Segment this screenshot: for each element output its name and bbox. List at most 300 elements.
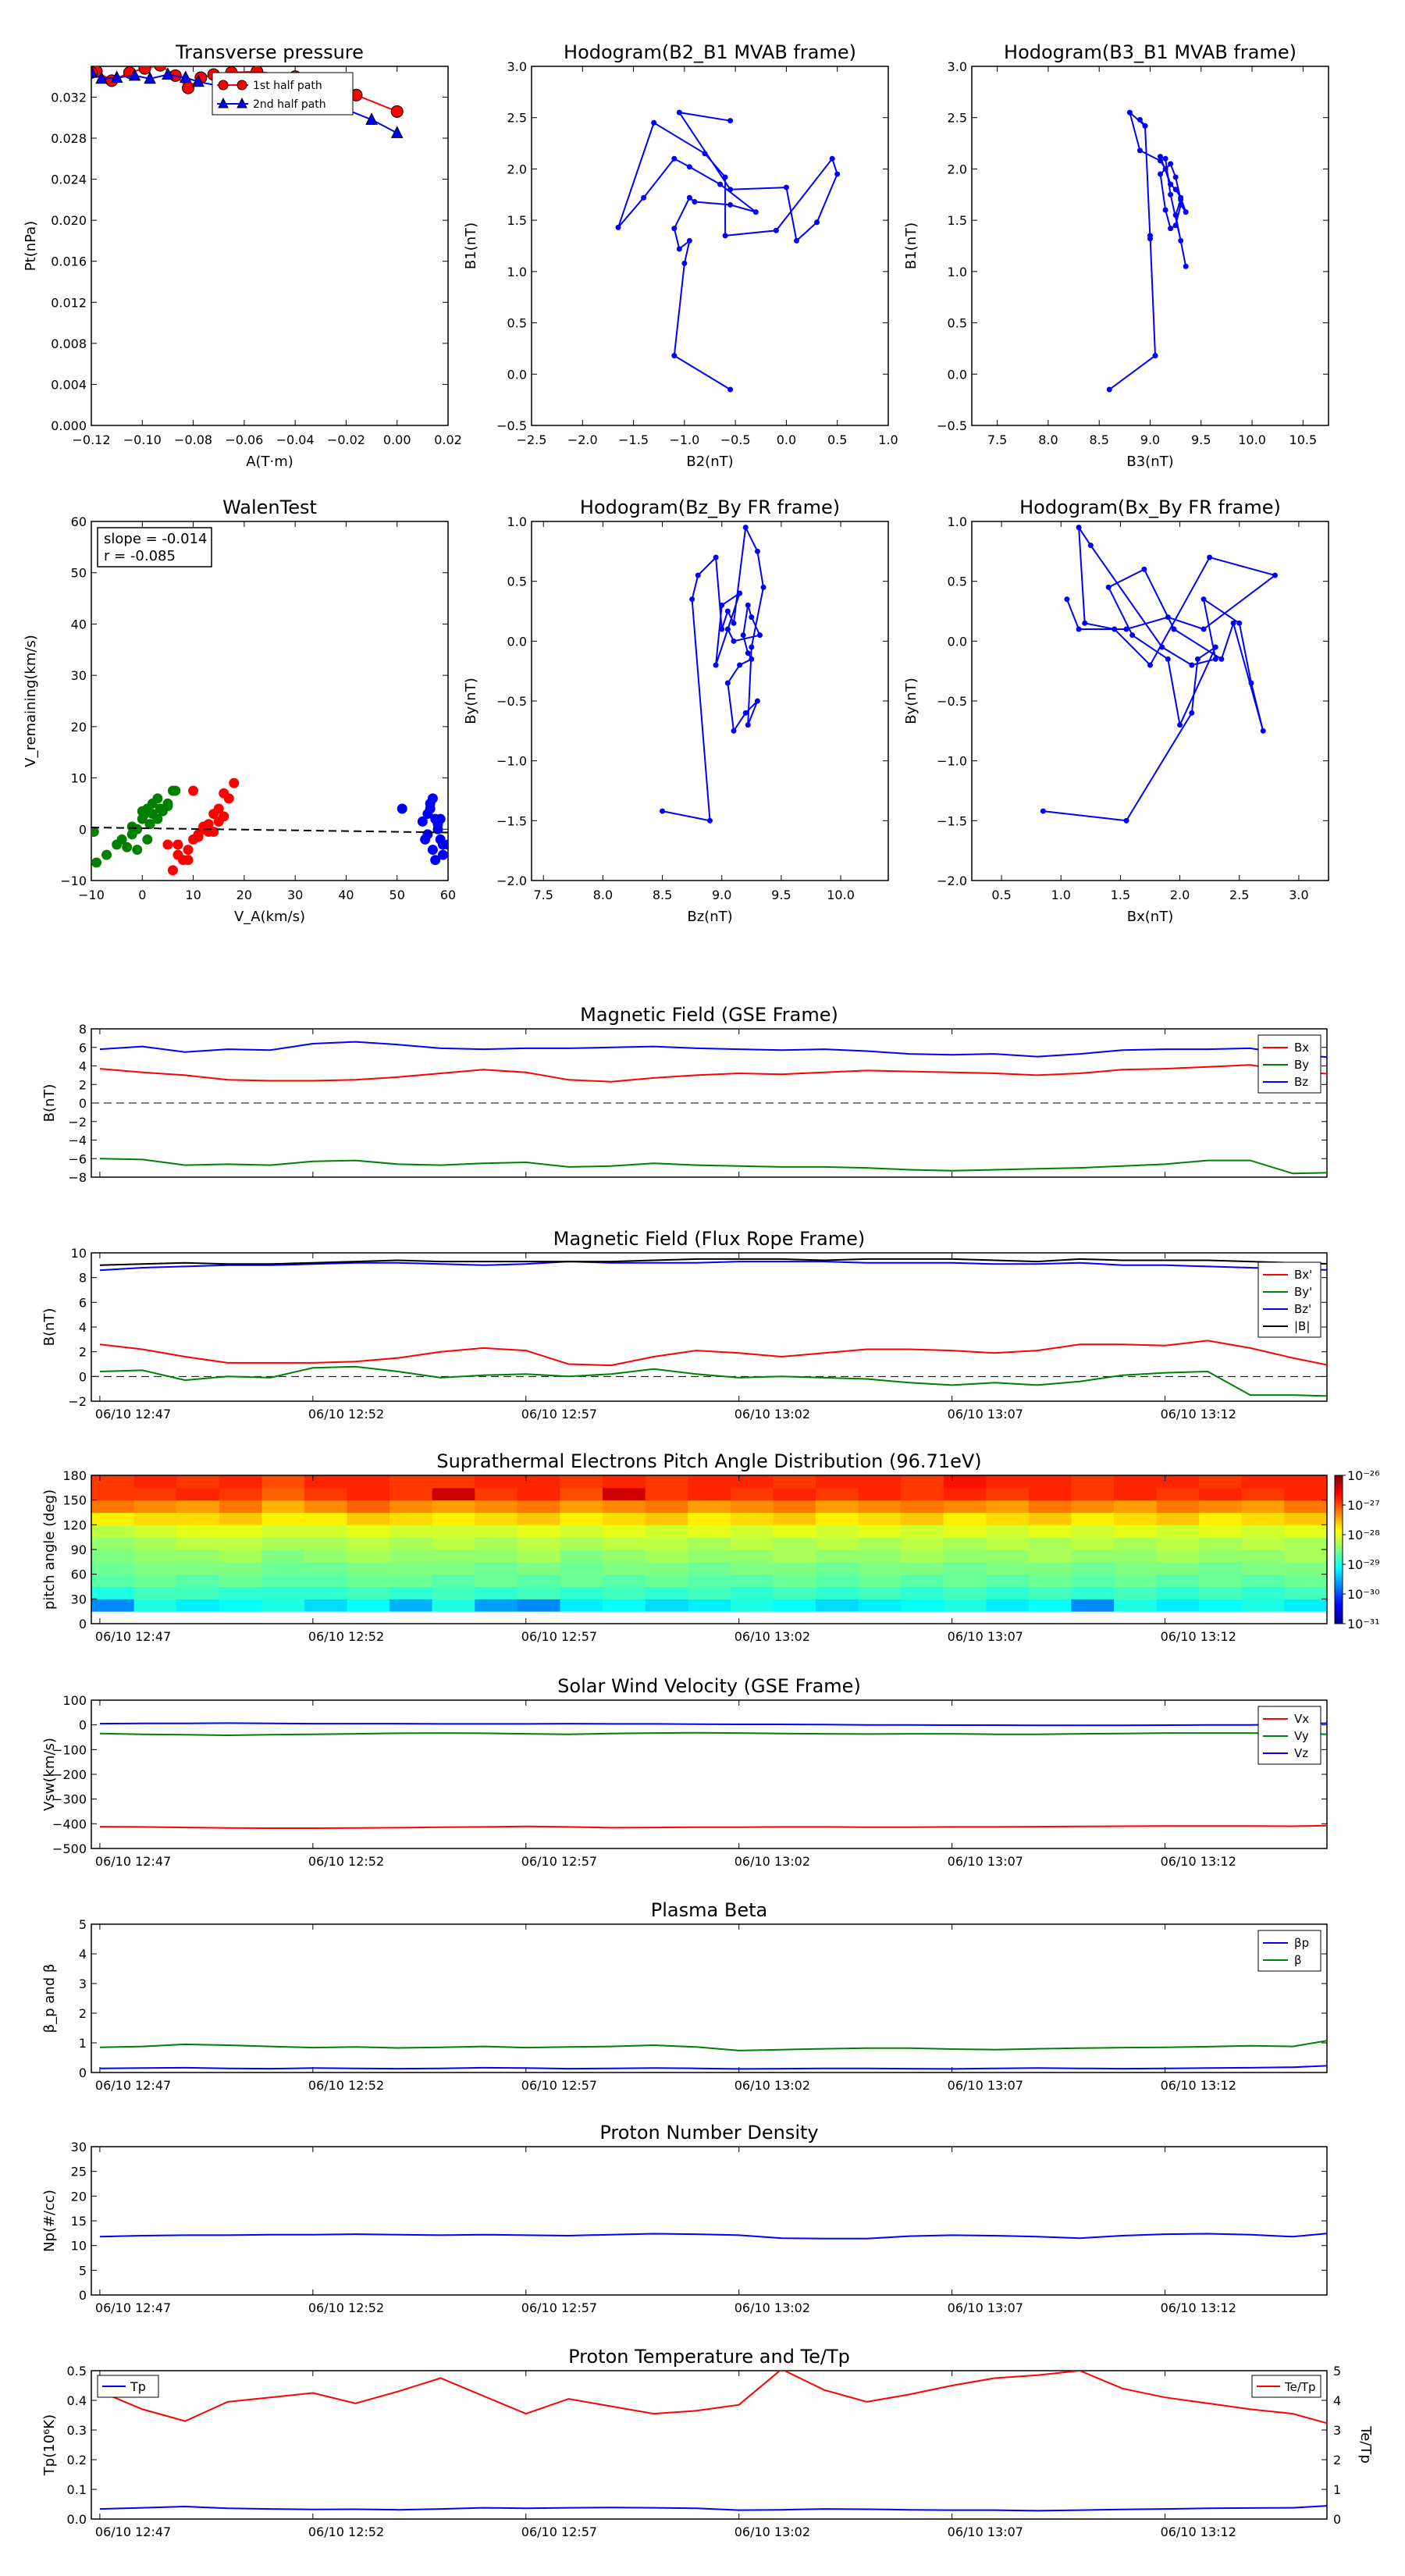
- x-tick-label: −10: [78, 888, 105, 902]
- heatmap-cell: [134, 1513, 177, 1525]
- data-point: [1106, 585, 1112, 590]
- heatmap-cell: [1157, 1475, 1200, 1488]
- data-point: [1183, 209, 1189, 215]
- y-tick-label: 2.0: [507, 162, 527, 177]
- y-tick-label: −1.0: [496, 753, 527, 769]
- x-tick-label: 06/10 13:07: [947, 2524, 1023, 2539]
- heatmap-cell: [1284, 1537, 1327, 1550]
- plot-area: [660, 525, 766, 824]
- data-point: [1165, 656, 1171, 662]
- chart-title: Suprathermal Electrons Pitch Angle Distribution (96.71eV): [436, 1450, 982, 1472]
- x-tick-label: 30: [286, 888, 304, 902]
- chart-title: Hodogram(Bz_By FR frame): [579, 496, 841, 518]
- series-line-Vz: [100, 1723, 1336, 1725]
- x-axis-label: V_A(km/s): [233, 909, 306, 925]
- heatmap-cell: [603, 1525, 646, 1537]
- heatmap-cell: [475, 1513, 518, 1525]
- heatmap-cell: [773, 1550, 816, 1562]
- data-point: [1168, 192, 1173, 197]
- chart-title: Proton Number Density: [599, 2122, 819, 2144]
- x-tick-label: 06/10 12:57: [521, 1629, 598, 1644]
- heatmap-cell: [986, 1525, 1029, 1537]
- heatmap-cell: [1114, 1513, 1157, 1525]
- heatmap-cell: [1199, 1488, 1242, 1500]
- heatmap-cell: [1284, 1513, 1327, 1525]
- colorbar-label: 10⁻²⁶: [1347, 1468, 1380, 1483]
- data-point: [671, 226, 677, 231]
- heatmap-cell: [475, 1574, 518, 1587]
- chart-vel: [41, 1675, 1336, 1869]
- heatmap-cell: [347, 1513, 390, 1525]
- x-tick-label: 40: [338, 888, 354, 902]
- heatmap-cell: [347, 1537, 390, 1550]
- heatmap-cell: [560, 1488, 603, 1500]
- heatmap-cell: [134, 1562, 177, 1574]
- heatmap-cell: [731, 1525, 774, 1537]
- x-tick-label: 2.0: [1169, 888, 1190, 902]
- x-tick-label: 9.5: [1191, 432, 1211, 447]
- data-point: [1147, 663, 1153, 668]
- y-axis-label: By(nT): [463, 678, 479, 724]
- x-tick-label: 06/10 13:02: [734, 2524, 811, 2539]
- heatmap-cell: [1199, 1599, 1242, 1611]
- heatmap-cell: [1242, 1587, 1285, 1599]
- heatmap-cell: [1029, 1500, 1072, 1513]
- data-point: [1178, 202, 1183, 208]
- y-tick-label: 0.004: [51, 377, 87, 393]
- x-tick-label: 9.0: [1140, 432, 1161, 447]
- heatmap-cell: [518, 1550, 560, 1562]
- y-tick-label: 1: [78, 2036, 87, 2051]
- heatmap-cell: [518, 1599, 560, 1611]
- plot-area: [100, 1723, 1336, 1828]
- heatmap-cell: [603, 1513, 646, 1525]
- colorbar: [1335, 1475, 1343, 1624]
- y-axis-label: β_p and β: [41, 1963, 58, 2033]
- data-point: [725, 609, 731, 614]
- data-point: [155, 59, 166, 71]
- y-tick-label: −0.5: [937, 418, 967, 433]
- heatmap-cell: [347, 1587, 390, 1599]
- y-tick-label: 0: [78, 1096, 87, 1111]
- chart-tp: [23, 41, 462, 470]
- heatmap-cell: [859, 1525, 902, 1537]
- heatmap-cell: [91, 1500, 134, 1513]
- data-point: [615, 225, 621, 230]
- heatmap-cell: [944, 1475, 987, 1488]
- y-tick-label: −400: [52, 1816, 87, 1832]
- heatmap-cell: [731, 1599, 774, 1611]
- scatter-point: [428, 845, 438, 855]
- y-tick-label: 20: [70, 2189, 87, 2204]
- heatmap-cell: [347, 1550, 390, 1562]
- legend-label: Vy: [1294, 1729, 1309, 1743]
- plot-frame: [91, 1253, 1327, 1401]
- legend-label: 1st half path: [253, 80, 322, 92]
- heatmap-cell: [816, 1500, 859, 1513]
- heatmap-cell: [389, 1475, 432, 1488]
- heatmap-cell: [1157, 1513, 1200, 1525]
- heatmap-cell: [389, 1525, 432, 1537]
- fit-line: [91, 827, 448, 832]
- y-tick-label: 30: [70, 2140, 87, 2154]
- colorbar-label: 10⁻³⁰: [1347, 1587, 1380, 1602]
- heatmap-cell: [1029, 1574, 1072, 1587]
- data-point: [660, 809, 665, 814]
- data-point: [784, 185, 789, 190]
- y-axis-label: Vsw(km/s): [41, 1738, 58, 1811]
- x-tick-label: 06/10 12:57: [521, 2078, 598, 2093]
- legend-label: Vz: [1294, 1746, 1309, 1760]
- y-tick-label: 0: [78, 822, 87, 838]
- heatmap-cell: [859, 1500, 902, 1513]
- heatmap-cell: [944, 1488, 987, 1500]
- heatmap-cell: [1199, 1574, 1242, 1587]
- heatmap-cell: [646, 1513, 688, 1525]
- heatmap-cell: [944, 1562, 987, 1574]
- scatter-point: [132, 845, 142, 855]
- scatter-point: [224, 793, 234, 803]
- heatmap-cell: [1029, 1488, 1072, 1500]
- y-tick-label: 0.012: [51, 295, 87, 311]
- data-point: [1189, 663, 1194, 668]
- legend-label: By: [1294, 1058, 1310, 1072]
- heatmap-cell: [560, 1550, 603, 1562]
- heatmap-cell: [347, 1525, 390, 1537]
- heatmap-cell: [1114, 1500, 1157, 1513]
- y-tick-label: 0.000: [51, 418, 87, 433]
- data-point: [1195, 656, 1200, 662]
- x-tick-label: −1.5: [618, 432, 649, 447]
- heatmap-cell: [1157, 1537, 1200, 1550]
- y-tick-label: −8: [68, 1170, 87, 1185]
- heatmap-cell: [773, 1574, 816, 1587]
- y-tick-label: 0.4: [66, 2393, 87, 2408]
- heatmap-cell: [646, 1599, 688, 1611]
- heatmap-cell: [91, 1587, 134, 1599]
- y-tick-label: 1.5: [947, 213, 967, 229]
- series-line-By': [100, 1367, 1336, 1397]
- y-tick-label-right: 4: [1333, 2393, 1342, 2408]
- y-axis-label: B1(nT): [903, 222, 919, 270]
- scatter-point: [204, 827, 214, 837]
- series-line-data: [100, 2233, 1336, 2239]
- y-tick-label: 0.5: [947, 574, 967, 589]
- y-axis-label: B(nT): [41, 1083, 58, 1123]
- x-tick-label: 06/10 12:47: [94, 2300, 172, 2315]
- x-tick-label: 10.0: [1238, 432, 1266, 447]
- y-tick-label: 50: [70, 565, 87, 581]
- heatmap-cell: [859, 1599, 902, 1611]
- data-point: [1129, 632, 1135, 638]
- x-tick-label: −1.0: [669, 432, 700, 447]
- y-tick-label: 0.5: [947, 315, 967, 331]
- x-tick-label: 06/10 13:02: [734, 2078, 811, 2093]
- x-tick-label: 06/10 13:02: [734, 1629, 811, 1644]
- y-tick-label: 0: [78, 2288, 87, 2303]
- plot-area: [89, 778, 454, 876]
- heatmap-cell: [1071, 1475, 1114, 1488]
- heatmap-cell: [432, 1574, 475, 1587]
- data-point: [677, 110, 682, 116]
- data-point: [774, 228, 779, 233]
- x-tick-label: 06/10 12:47: [94, 1629, 172, 1644]
- heatmap-cell: [688, 1574, 731, 1587]
- y-tick-label: 4: [78, 1947, 87, 1962]
- heatmap-cell: [731, 1587, 774, 1599]
- y-tick-label: 0.1: [66, 2482, 87, 2497]
- heatmap-cell: [389, 1537, 432, 1550]
- x-tick-label: 60: [439, 888, 457, 902]
- data-point: [1178, 238, 1183, 244]
- x-tick-label: 9.0: [712, 888, 732, 902]
- x-tick-label: 06/10 13:12: [1160, 2078, 1236, 2093]
- x-tick-label: 06/10 13:07: [947, 1407, 1023, 1421]
- legend-box: [1258, 1930, 1321, 1971]
- scatter-point: [397, 804, 407, 814]
- heatmap-cell: [688, 1562, 731, 1574]
- y-tick-label: 0.0: [507, 367, 527, 382]
- data-point: [1248, 681, 1254, 686]
- data-point: [692, 199, 697, 205]
- heatmap-cell: [1242, 1562, 1285, 1574]
- data-point: [1124, 627, 1129, 632]
- y-tick-label: 3.0: [507, 59, 527, 74]
- heatmap-cell: [859, 1488, 902, 1500]
- y-tick-label: 5: [78, 1917, 87, 1932]
- data-point: [687, 238, 692, 244]
- heatmap-cell: [646, 1488, 688, 1500]
- legend-label: βp: [1294, 1936, 1310, 1950]
- series-line-β: [100, 2039, 1336, 2051]
- data-point: [834, 172, 840, 177]
- data-point: [719, 627, 724, 632]
- heatmap-cell: [176, 1525, 219, 1537]
- data-point: [1178, 197, 1183, 202]
- scatter-point: [101, 850, 112, 860]
- heatmap-cell: [91, 1599, 134, 1611]
- heatmap-cell: [432, 1550, 475, 1562]
- heatmap-cell: [1284, 1500, 1327, 1513]
- y-tick-label: 40: [70, 617, 87, 632]
- chart-h1: [463, 41, 898, 470]
- y-tick-label: 6: [78, 1295, 87, 1311]
- heatmap-cell: [816, 1537, 859, 1550]
- data-point: [677, 246, 682, 251]
- series-line-Bz: [100, 1042, 1336, 1058]
- data-point: [745, 603, 751, 608]
- data-point: [1171, 627, 1176, 632]
- legend-label: Te/Tp: [1285, 2380, 1316, 2394]
- heatmap-cell: [304, 1488, 347, 1500]
- data-point: [1201, 627, 1207, 632]
- x-axis-label: B3(nT): [1126, 454, 1174, 470]
- heatmap-cell: [432, 1513, 475, 1525]
- data-point: [1163, 166, 1168, 172]
- y-tick-label: 2: [78, 1344, 87, 1360]
- heatmap-cell: [1157, 1574, 1200, 1587]
- data-point: [1112, 627, 1117, 632]
- heatmap-cell: [773, 1475, 816, 1488]
- chart-title: Hodogram(Bx_By FR frame): [1019, 496, 1281, 518]
- data-point: [749, 614, 754, 620]
- y-tick-label: 3.0: [947, 59, 967, 74]
- colorbar-label: 10⁻²⁷: [1347, 1498, 1380, 1513]
- y-axis-label-right: Te/Tp: [1357, 2426, 1374, 2464]
- heatmap-cell: [816, 1599, 859, 1611]
- chart-walen: [23, 496, 456, 925]
- heatmap-cell: [560, 1475, 603, 1488]
- x-tick-label: 0.0: [776, 432, 797, 447]
- data-point: [1141, 567, 1147, 572]
- heatmap-cell: [944, 1550, 987, 1562]
- y-tick-label: 0.0: [947, 367, 967, 382]
- heatmap-cell: [816, 1488, 859, 1500]
- heatmap-cell: [304, 1475, 347, 1488]
- heatmap-cell: [261, 1525, 304, 1537]
- data-point: [1124, 818, 1129, 824]
- legend-label: 2nd half path: [253, 98, 326, 111]
- y-tick-label: 30: [70, 668, 87, 684]
- data-point: [1159, 645, 1165, 650]
- data-point: [713, 663, 719, 668]
- heatmap-cell: [134, 1574, 177, 1587]
- y-tick-label: 180: [62, 1468, 87, 1483]
- heatmap-cell: [134, 1500, 177, 1513]
- heatmap-cell: [688, 1587, 731, 1599]
- data-point: [1168, 182, 1173, 187]
- heatmap-cell: [1071, 1587, 1114, 1599]
- y-tick-label: 20: [70, 719, 87, 735]
- heatmap-cell: [432, 1587, 475, 1599]
- heatmap-cell: [134, 1488, 177, 1500]
- heatmap-cell: [986, 1500, 1029, 1513]
- scatter-point: [162, 801, 173, 811]
- x-tick-label: 06/10 13:02: [734, 2300, 811, 2315]
- data-point: [1127, 110, 1133, 116]
- heatmap-cell: [219, 1587, 262, 1599]
- heatmap-cell: [176, 1500, 219, 1513]
- heatmap-cell: [560, 1500, 603, 1513]
- scatter-point: [122, 842, 132, 852]
- x-tick-label: 7.5: [987, 432, 1008, 447]
- x-tick-label: 1.5: [1110, 888, 1131, 902]
- heatmap-cell: [91, 1537, 134, 1550]
- heatmap-cell: [1071, 1550, 1114, 1562]
- data-point: [1165, 614, 1171, 620]
- heatmap-cell: [731, 1550, 774, 1562]
- scatter-point: [162, 840, 173, 850]
- heatmap-cell: [1284, 1587, 1327, 1599]
- heatmap-cell: [304, 1562, 347, 1574]
- heatmap-cell: [475, 1562, 518, 1574]
- heatmap-cell: [304, 1599, 347, 1611]
- heatmap-cell: [901, 1513, 944, 1525]
- y-tick-label: −4: [68, 1133, 87, 1148]
- data-point: [1236, 621, 1242, 626]
- heatmap-cell: [901, 1475, 944, 1488]
- chart-beta: [41, 1899, 1336, 2093]
- y-axis-label: Np(#/cc): [41, 2190, 58, 2252]
- heatmap-cell: [261, 1574, 304, 1587]
- x-tick-label: 06/10 12:52: [308, 1854, 385, 1869]
- heatmap-cell: [1071, 1500, 1114, 1513]
- heatmap-cell: [1242, 1599, 1285, 1611]
- x-tick-label: −0.04: [276, 432, 315, 447]
- y-tick-label: 10: [70, 2238, 87, 2254]
- y-tick-label: 0: [78, 1717, 87, 1733]
- heatmap-cell: [347, 1500, 390, 1513]
- heatmap-cell: [347, 1574, 390, 1587]
- data-point: [717, 182, 723, 187]
- x-axis-label: A(T·m): [246, 454, 293, 470]
- chart-h4: [903, 496, 1329, 925]
- heatmap-cell: [901, 1562, 944, 1574]
- heatmap-cell: [432, 1500, 475, 1513]
- heatmap-cell: [1029, 1537, 1072, 1550]
- series-line-Vy: [100, 1733, 1336, 1735]
- legend-label: |B|: [1294, 1319, 1311, 1333]
- plot-area: [100, 2233, 1336, 2239]
- heatmap-cell: [901, 1488, 944, 1500]
- x-tick-label: 0.00: [382, 432, 411, 447]
- plot-frame: [532, 66, 888, 425]
- y-tick-label: 100: [62, 1693, 87, 1708]
- heatmap-cell: [603, 1537, 646, 1550]
- y-tick-label: 30: [70, 1592, 87, 1607]
- plot-frame: [91, 521, 448, 881]
- heatmap-cell: [1157, 1500, 1200, 1513]
- heatmap-cell: [859, 1574, 902, 1587]
- y-tick-label: 2: [78, 2006, 87, 2021]
- heatmap-cell: [901, 1500, 944, 1513]
- heatmap-cell: [1071, 1599, 1114, 1611]
- y-tick-label: 0.5: [66, 2364, 87, 2379]
- heatmap-cell: [1157, 1550, 1200, 1562]
- heatmap-cell: [1114, 1525, 1157, 1537]
- x-tick-label: 06/10 12:52: [308, 2524, 385, 2539]
- x-tick-label: 06/10 12:57: [521, 2300, 598, 2315]
- heatmap-cell: [731, 1574, 774, 1587]
- x-tick-label: 7.5: [533, 888, 553, 902]
- heatmap-cell: [986, 1550, 1029, 1562]
- heatmap-cell: [646, 1574, 688, 1587]
- chart-title: Magnetic Field (Flux Rope Frame): [553, 1228, 866, 1250]
- heatmap-cell: [1029, 1513, 1072, 1525]
- data-point: [671, 156, 677, 162]
- heatmap-cell: [304, 1525, 347, 1537]
- annotation-text: r = -0.085: [104, 548, 176, 564]
- chart-title: Magnetic Field (GSE Frame): [580, 1004, 838, 1026]
- heatmap-cell: [1242, 1513, 1285, 1525]
- heatmap-cell: [304, 1550, 347, 1562]
- data-point: [1183, 264, 1189, 269]
- y-tick-label: 0.028: [51, 131, 87, 146]
- x-tick-label: 06/10 13:07: [947, 1629, 1023, 1644]
- heatmap-cell: [389, 1562, 432, 1574]
- heatmap-cell: [603, 1587, 646, 1599]
- data-point: [651, 120, 656, 126]
- data-point: [1153, 353, 1158, 358]
- series-line-βp: [100, 2065, 1336, 2069]
- heatmap-cell: [986, 1488, 1029, 1500]
- y-tick-label: 1.5: [507, 213, 527, 229]
- scatter-point: [173, 840, 183, 850]
- data-point: [392, 126, 403, 137]
- heatmap-cell: [1114, 1475, 1157, 1488]
- heatmap-cell: [646, 1475, 688, 1488]
- plot-frame: [91, 1924, 1327, 2073]
